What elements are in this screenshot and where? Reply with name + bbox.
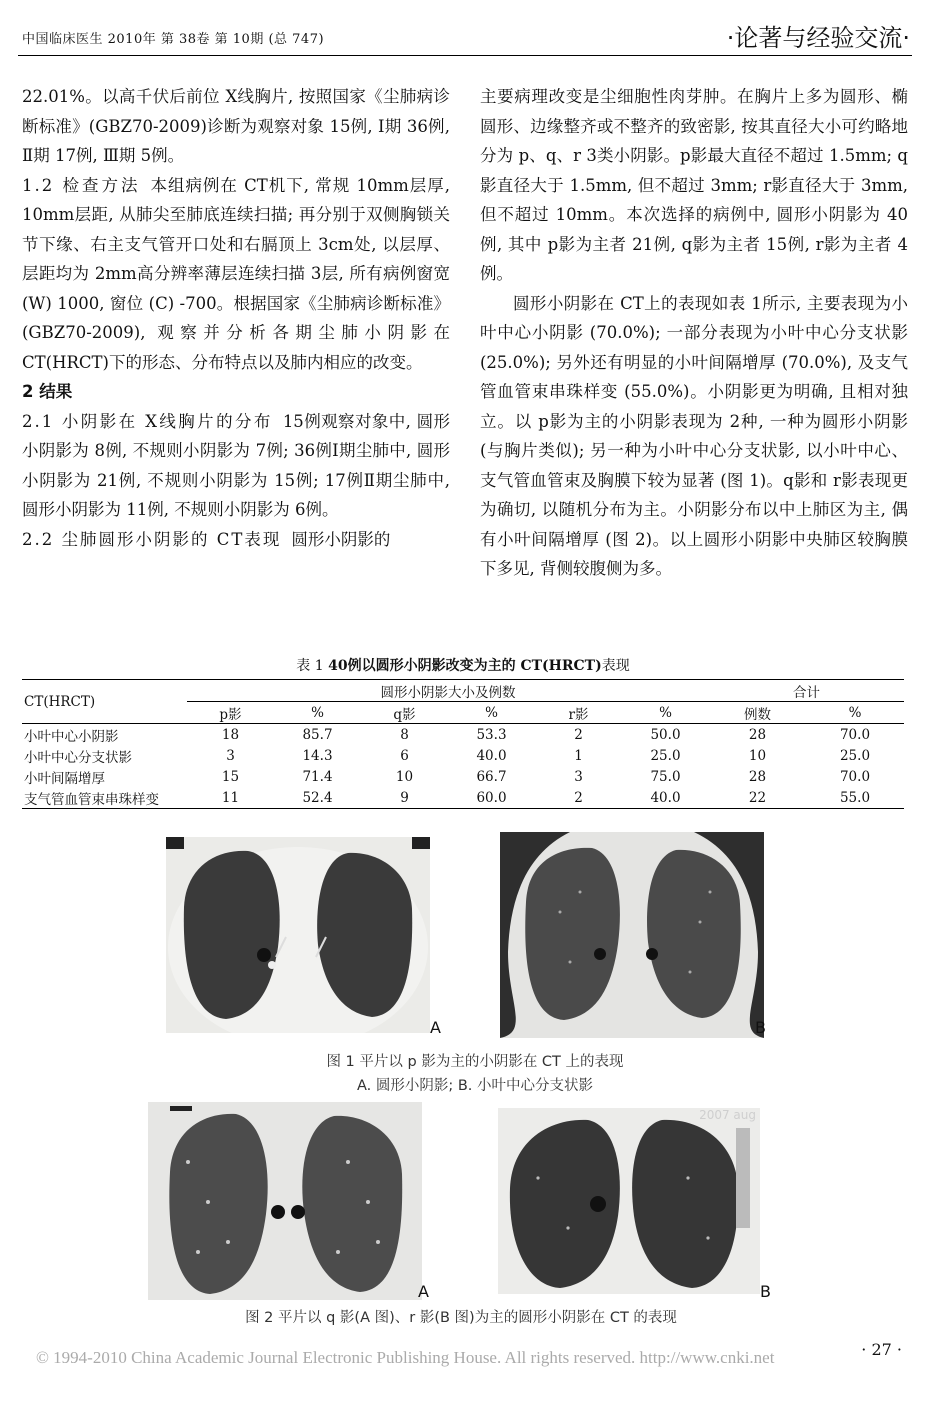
table-cell: 3 xyxy=(574,768,583,785)
table-1 xyxy=(22,655,904,809)
table-cell: 支气管血管束串珠样变 xyxy=(22,787,187,809)
table-group-header: 圆形小阴影大小及例数 xyxy=(187,680,709,702)
table-cell: 25.0 xyxy=(650,747,681,764)
table-subheader: p影 xyxy=(187,702,274,724)
section-1-2 xyxy=(22,171,450,378)
table-caption-bold: 40例以圆形小阴影改变为主的 CT(HRCT) xyxy=(328,658,602,674)
table-total-header: 合计 xyxy=(709,680,904,702)
table-cell: 2 xyxy=(535,724,622,746)
ct-scan-b-graphic xyxy=(500,832,764,1038)
table-cell: 6 xyxy=(400,747,409,764)
table-cell: 55.0 xyxy=(806,787,904,809)
table-subheader: % xyxy=(622,702,709,724)
table-cell: 小叶间隔增厚 xyxy=(24,770,105,787)
paragraph-intro: 22.01%。以高千伏后前位 X线胸片, 按照国家《尘肺病诊断标准》(GBZ70-2009)诊断为观察对象 15例, Ⅰ期 36例, Ⅱ期 17例, Ⅲ期 5例。 xyxy=(22,87,450,165)
table-row xyxy=(22,766,904,787)
table-subheader: 例数 xyxy=(709,702,806,724)
table-cell: 28 xyxy=(748,768,767,785)
section-2-2-heading: 2.2 尘肺圆形小阴影的 CT表现 xyxy=(22,529,282,549)
ct-scan-2a-graphic xyxy=(148,1102,422,1300)
table-subheader: q影 xyxy=(361,702,448,724)
header-rule xyxy=(18,55,912,56)
table-cell: 11 xyxy=(187,787,274,809)
table-cell: 70.0 xyxy=(839,768,871,785)
table-cell: 10 xyxy=(748,747,767,764)
ct-scan-2b-graphic xyxy=(498,1108,760,1294)
table-cell: 小叶中心分支状影 xyxy=(24,749,132,766)
table-cell: 52.4 xyxy=(274,787,361,809)
table-row-header: CT(HRCT) xyxy=(22,680,187,724)
table-row xyxy=(22,787,904,809)
table-cell: 2 xyxy=(535,787,622,809)
section-1-2-heading: 1.2 检查方法 xyxy=(22,175,141,195)
figure-2-label-b: B xyxy=(760,1282,771,1301)
table-caption-prefix: 表 1 xyxy=(296,658,324,674)
table-cell: 22 xyxy=(709,787,806,809)
table-cell: 18 xyxy=(187,724,274,746)
table-subheader: % xyxy=(806,702,904,724)
table-cell: 14.3 xyxy=(302,747,333,764)
ct-overlay-text: 2007 aug xyxy=(699,1108,756,1122)
ct-findings-table xyxy=(22,679,904,809)
table-cell: 28 xyxy=(709,724,806,746)
table-cell: 15 xyxy=(221,768,240,785)
figure-2-label-a: A xyxy=(418,1282,429,1301)
paragraph-ct-findings: 圆形小阴影在 CT上的表现如表 1所示, 主要表现为小叶中心小阴影 (70.0%); 一部分表现为小叶中心分支状影 (25.0%); 另外还有明显的小叶间隔增厚 (70.0%), 及支气管血管束串珠样变 (55.0%)。小阴影更为明确, 且相对独立。以 p影为主的小阴影表现为 2种, 一种为圆形小阴影 (与胸片类似); 另一种为小叶中心分支状影, 以小叶中心、支气管血管束及胸膜下较为显著 (图 1)。q影和 r影表现更为确切, 以随机分布为主。小阴影分布以中上肺区为主, 偶有小叶间隔增厚 (图 2)。以上圆形小阴影中央肺区较胸膜下多见, 背侧较腹侧为多。 xyxy=(480,293,908,578)
table-cell: 53.3 xyxy=(448,724,535,746)
figure-1-image-a xyxy=(166,837,430,1033)
table-cell: 40.0 xyxy=(476,747,507,764)
table-cell: 3 xyxy=(226,747,235,764)
section-title: ·论著与经验交流· xyxy=(726,24,910,52)
ct-scan-a-graphic xyxy=(166,837,430,1033)
section-2-2-text: 圆形小阴影的 xyxy=(291,529,391,549)
section-2-1 xyxy=(22,407,450,525)
figure-1-caption: 图 1 平片以 p 影为主的小阴影在 CT 上的表现 xyxy=(326,1054,624,1070)
page-number: · 27 · xyxy=(861,1340,902,1359)
table-caption xyxy=(22,655,904,675)
figure-1-label-b: B xyxy=(755,1018,766,1037)
table-caption-suffix: 表现 xyxy=(601,658,630,674)
paragraph-pathology: 主要病理改变是尘细胞性肉芽肿。在胸片上多为圆形、椭圆形、边缘整齐或不整齐的致密影, 按其直径大小可约略地分为 p、q、r 3类小阴影。p影最大直径不超过 1.5mm; q影直径大于 1.5mm, 但不超过 3mm; r影直径大于 3mm, 但不超过 10mm。本次选择的病例中, 圆形小阴影为 40例, 其中 p影为主者 21例, q影为主者 15例, r影为主者 4例。 xyxy=(480,87,908,283)
table-cell: 75.0 xyxy=(650,768,681,785)
journal-info: 中国临床医生 2010年 第 38卷 第 10期 (总 747) xyxy=(22,32,325,47)
left-column xyxy=(22,82,450,554)
table-cell: 60.0 xyxy=(448,787,535,809)
copyright-footer: © 1994-2010 China Academic Journal Electronic Publishing House. All rights reserved. http://www.cnki.net xyxy=(36,1348,775,1367)
table-cell: 25.0 xyxy=(839,747,871,764)
figure-1-image-b xyxy=(500,832,764,1038)
figure-2-image-b xyxy=(498,1108,760,1294)
table-subheader: r影 xyxy=(535,702,622,724)
section-2-2 xyxy=(22,525,450,555)
page-header xyxy=(22,18,910,54)
section-1-2-text: 本组病例在 CT机下, 常规 10mm层厚, 10mm层距, 从肺尖至肺底连续扫描; 再分别于双侧胸锁关节下缘、右主支气管开口处和右膈顶上 3cm处, 以层厚、层距均为 2mm高分辨率薄层连续扫描 3层, 所有病例窗宽 (W) 1000, 窗位 (C) -700。根据国家《尘肺病诊断标准》(GBZ70-2009), 观察并分析各期尘肺小阴影在 CT(HRCT)下的形态、分布特点以及肺内相应的改变。 xyxy=(22,175,450,372)
table-cell: 1 xyxy=(574,747,583,764)
figure-2-caption: 图 2 平片以 q 影(A 图)、r 影(B 图)为主的圆形小阴影在 CT 的表现 xyxy=(245,1310,677,1326)
table-subheader: % xyxy=(274,702,361,724)
table-subheader: % xyxy=(448,702,535,724)
figure-1-subcaption: A. 圆形小阴影; B. 小叶中心分支状影 xyxy=(356,1078,594,1094)
table-cell: 50.0 xyxy=(622,724,709,746)
table-cell: 小叶中心小阴影 xyxy=(22,724,187,746)
table-row xyxy=(22,745,904,766)
figure-1-label-a: A xyxy=(430,1018,441,1037)
table-cell: 85.7 xyxy=(274,724,361,746)
table-cell: 9 xyxy=(361,787,448,809)
table-cell: 40.0 xyxy=(622,787,709,809)
table-cell: 10 xyxy=(395,768,414,785)
table-cell: 66.7 xyxy=(476,768,507,785)
section-2-1-heading: 2.1 小阴影在 X线胸片的分布 xyxy=(22,411,273,431)
figure-2-image-a xyxy=(148,1102,422,1300)
table-cell: 8 xyxy=(361,724,448,746)
table-row xyxy=(22,724,904,746)
section-2-1-text: 15例观察对象中, 圆形小阴影为 8例, 不规则小阴影为 7例; 36例Ⅰ期尘肺中, 圆形小阴影为 21例, 不规则小阴影为 15例; 17例Ⅱ期尘肺中, 圆形小阴影为 11例, 不规则小阴影为 6例。 xyxy=(22,411,450,519)
right-column xyxy=(480,82,908,584)
table-cell: 71.4 xyxy=(302,768,333,785)
section-2-heading: 2 结果 xyxy=(22,382,73,401)
table-cell: 70.0 xyxy=(806,724,904,746)
